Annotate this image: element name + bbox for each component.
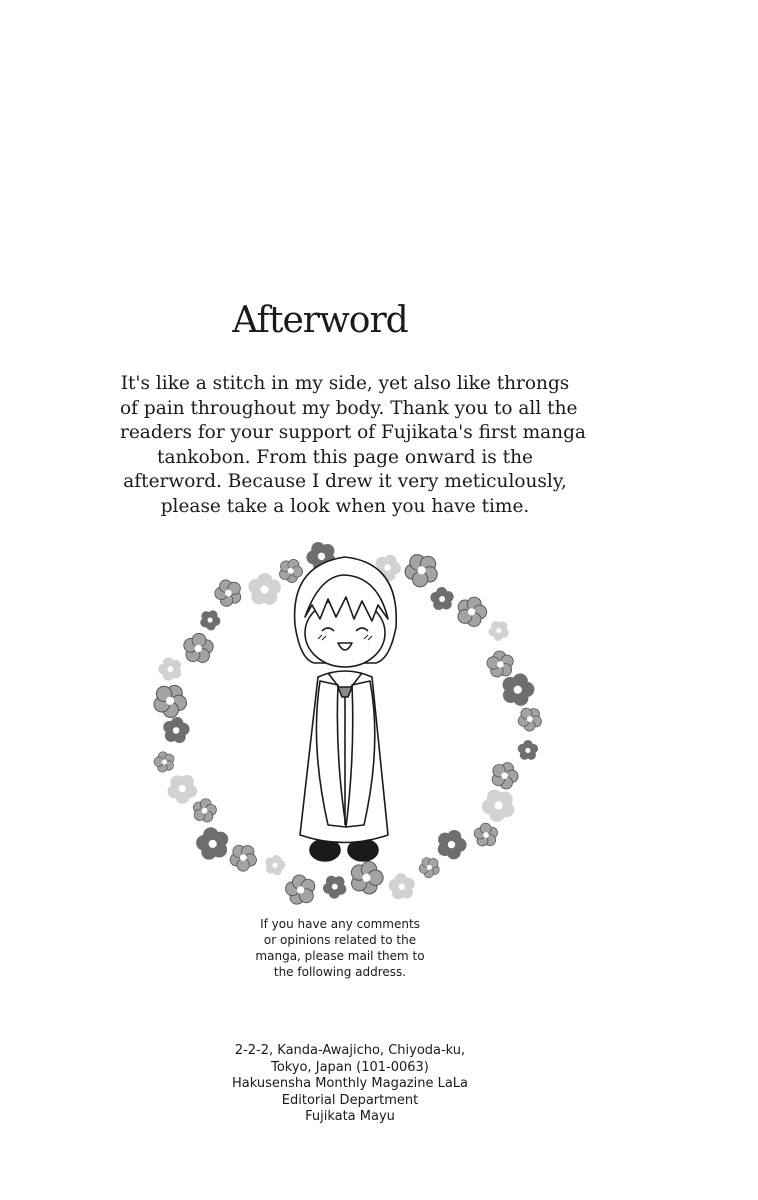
wreath-flower <box>322 875 347 899</box>
wreath-flower <box>199 608 222 631</box>
wreath-flower <box>472 820 502 850</box>
wreath-flower <box>514 702 546 734</box>
comments-line: or opinions related to the <box>263 933 417 947</box>
comments-line: If you have any comments <box>260 917 420 931</box>
wreath-flower <box>182 631 217 666</box>
intro-line: It's like a stitch in my side, yet also like throngs <box>120 373 570 394</box>
address-line: 2-2-2, Kanda-Awajicho, Chiyoda-ku, <box>234 1043 466 1058</box>
wreath-flower <box>384 869 421 905</box>
girl-flower-wreath-illustration <box>150 535 550 905</box>
address-line: Fujikata Mayu <box>305 1109 395 1124</box>
wreath-flower <box>485 616 512 643</box>
wreath-flower <box>488 758 522 792</box>
intro-line: please take a look when you have time. <box>160 495 530 517</box>
wreath-flower <box>518 740 538 760</box>
wreath-flower <box>150 678 193 722</box>
wreath-flower <box>417 854 443 881</box>
wreath-flower <box>152 749 177 773</box>
wreath-flower <box>281 871 320 905</box>
address-line: Editorial Department <box>281 1092 419 1108</box>
wreath-flower <box>486 649 515 678</box>
wreath-flower <box>155 653 187 685</box>
wreath-flower <box>451 591 492 632</box>
wreath-flower <box>346 858 387 898</box>
intro-line: readers for your support of Fujikata's first manga <box>120 422 586 443</box>
girl-figure <box>295 557 397 861</box>
wreath-flower <box>188 795 219 826</box>
wreath-flower <box>227 841 259 874</box>
wreath-flower <box>403 552 439 589</box>
wreath-flower <box>161 715 191 744</box>
wreath-flower <box>428 585 456 613</box>
page-title: Afterword <box>232 300 408 341</box>
address-line: Tokyo, Japan (101-0063) <box>271 1059 429 1075</box>
comments-line: manga, please mail them to <box>255 949 425 963</box>
wreath-flower <box>261 851 289 879</box>
wreath-flower <box>194 826 229 862</box>
comments-note <box>200 916 480 980</box>
intro-text <box>120 372 586 519</box>
intro-line: tankobon. From this page onward is the <box>157 446 533 468</box>
wreath-flower <box>437 829 467 859</box>
mailing-address <box>200 1043 500 1126</box>
wreath-flower <box>277 558 304 585</box>
wreath-flower <box>477 782 522 827</box>
intro-line: afterword. Because I drew it very meticulously, <box>123 471 567 492</box>
comments-line: the following address. <box>273 965 407 979</box>
address-line: Hakusensha Monthly Magazine LaLa <box>231 1076 469 1091</box>
wreath-flower <box>211 575 247 611</box>
intro-line: of pain throughout my body. Thank you to all the <box>120 397 578 419</box>
